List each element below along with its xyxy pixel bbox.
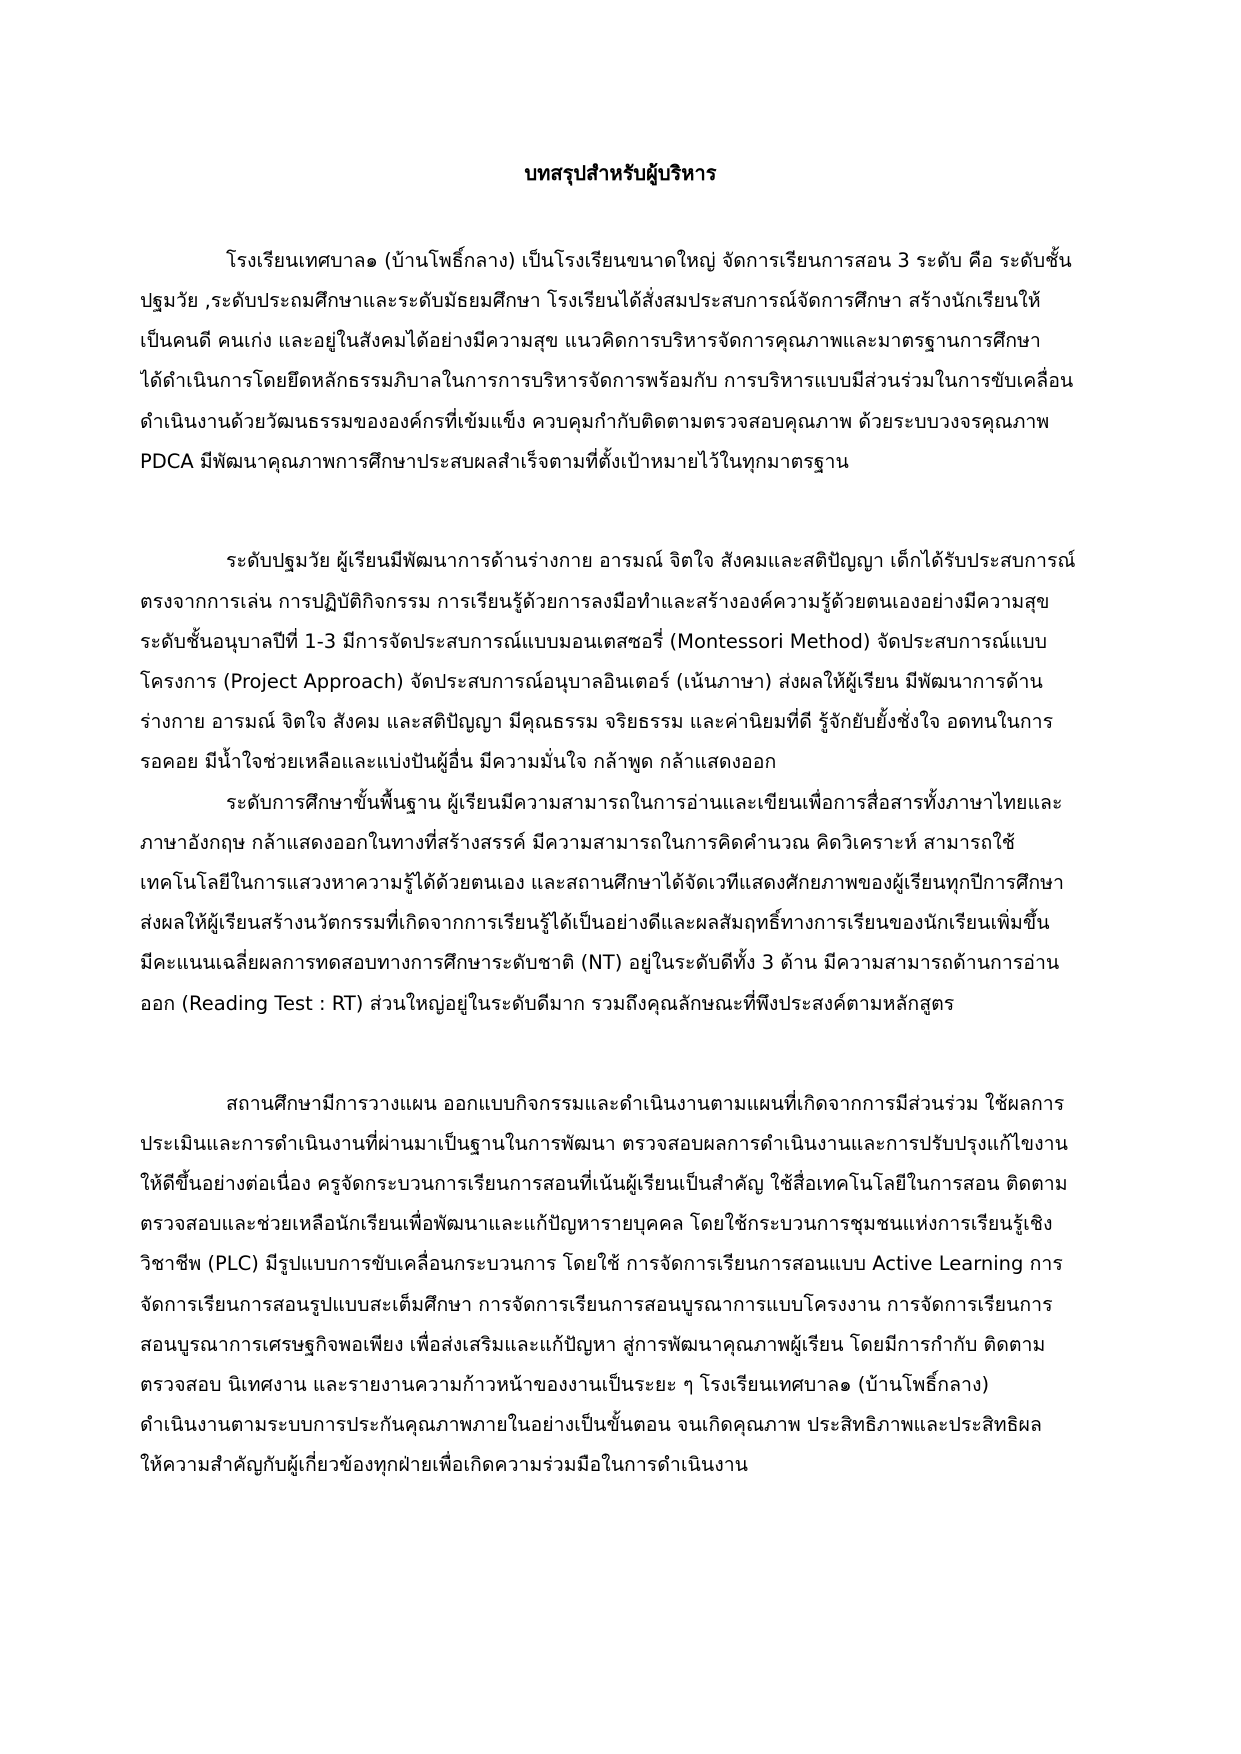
paragraph-line: จัดการเรียนการสอนรูปแบบสะเต็มศึกษา การจัดการเรียนการสอนบูรณาการแบบโครงงาน การจัดการเรียนการ [140,1293,1053,1316]
paragraph-line: ตรวจสอบและช่วยเหลือนักเรียนเพื่อพัฒนาและแก้ปัญหารายบุคคล โดยใช้กระบวนการชุมชนแห่งการเรียนรู้เชิง [140,1212,1053,1235]
paragraph-line: สถานศึกษามีการวางแผน ออกแบบกิจกรรมและดำเนินงานตามแผนที่เกิดจากการมีส่วนร่วม ใช้ผลการ [226,1092,1065,1115]
paragraph-line: มีคะแนนเฉลี่ยผลการทดสอบทางการศึกษาระดับชาติ (NT) อยู่ในระดับดีทั้ง 3 ด้าน มีความสามารถด้านการอ่าน [140,951,1060,974]
paragraph-line: ให้ความสำคัญกับผู้เกี่ยวข้องทุกฝ่ายเพื่อเกิดความร่วมมือในการดำเนินงาน [140,1453,748,1476]
paragraph-line: วิชาชีพ (PLC) มีรูปแบบการขับเคลื่อนกระบวนการ โดยใช้ การจัดการเรียนการสอนแบบ Active Learning การ [140,1252,1063,1275]
page-title: บทสรุปสำหรับผู้บริหาร [524,161,717,185]
paragraph-line: เป็นคนดี คนเก่ง และอยู่ในสังคมได้อย่างมีความสุข แนวคิดการบริหารจัดการคุณภาพและมาตรฐานการศึกษา [140,329,1041,352]
paragraph-line: ดำเนินงานตามระบบการประกันคุณภาพภายในอย่างเป็นขั้นตอน จนเกิดคุณภาพ ประสิทธิภาพและประสิทธิผล [140,1413,1042,1436]
paragraph-line: ดำเนินงานด้วยวัฒนธรรมขององค์กรที่เข้มแข็ง ควบคุมกำกับติดตามตรวจสอบคุณภาพ ด้วยระบบวงจรคุณภาพ [140,410,1050,433]
paragraph-line: ตรวจสอบ นิเทศงาน และรายงานความก้าวหน้าของงานเป็นระยะ ๆ โรงเรียนเทศบาล๑ (บ้านโพธิ์กลาง) [140,1373,990,1396]
paragraph-line: ระดับชั้นอนุบาลปีที่ 1-3 มีการจัดประสบการณ์แบบมอนเตสซอรี่ (Montessori Method) จัดประสบการณ์แบบ [140,630,1048,653]
paragraph-line: ระดับการศึกษาขั้นพื้นฐาน ผู้เรียนมีความสามารถในการอ่านและเขียนเพื่อการสื่อสารทั้งภาษาไทยและ [226,791,1063,814]
paragraph-line: ส่งผลให้ผู้เรียนสร้างนวัตกรรมที่เกิดจากการเรียนรู้ได้เป็นอย่างดีและผลสัมฤทธิ์ทางการเรียนของนักเรียนเพิ่มขึ้น [140,911,1050,934]
paragraph-line: ให้ดีขึ้นอย่างต่อเนื่อง ครูจัดกระบวนการเรียนการสอนที่เน้นผู้เรียนเป็นสำคัญ ใช้สื่อเทคโนโลยีในการสอน ติดตาม [140,1172,1068,1195]
paragraph-line: ระดับปฐมวัย ผู้เรียนมีพัฒนาการด้านร่างกาย อารมณ์ จิตใจ สังคมและสติปัญญา เด็กได้รับประสบการณ์ [226,549,1076,572]
paragraph-line: ตรงจากการเล่น การปฏิบัติกิจกรรม การเรียนรู้ด้วยการลงมือทำและสร้างองค์ความรู้ด้วยตนเองอย่างมีความสุข [140,590,1050,613]
paragraph-line: รอคอย มีน้ำใจช่วยเหลือและแบ่งปันผู้อื่น มีความมั่นใจ กล้าพูด กล้าแสดงออก [140,750,777,773]
paragraph-line: ประเมินและการดำเนินงานที่ผ่านมาเป็นฐานในการพัฒนา ตรวจสอบผลการดำเนินงานและการปรับปรุงแก้ไขงาน [140,1132,1068,1155]
paragraph-line: ภาษาอังกฤษ กล้าแสดงออกในทางที่สร้างสรรค์ มีความสามารถในการคิดคำนวณ คิดวิเคราะห์ สามารถใช้ [140,831,1016,854]
paragraph-line: PDCA มีพัฒนาคุณภาพการศึกษาประสบผลสำเร็จตามที่ตั้งเป้าหมายไว้ในทุกมาตรฐาน [140,450,849,473]
paragraph-line: สอนบูรณาการเศรษฐกิจพอเพียง เพื่อส่งเสริมและแก้ปัญหา สู่การพัฒนาคุณภาพผู้เรียน โดยมีการกำกับ ติดตาม [140,1333,1046,1356]
paragraph-line: โรงเรียนเทศบาล๑ (บ้านโพธิ์กลาง) เป็นโรงเรียนขนาดใหญ่ จัดการเรียนการสอน 3 ระดับ คือ ระดับชั้น [226,249,1072,272]
paragraph-line: ปฐมวัย ,ระดับประถมศึกษาและระดับมัธยมศึกษา โรงเรียนได้สั่งสมประสบการณ์จัดการศึกษา สร้างนักเรียนให้ [140,289,1041,312]
paragraph-line: ร่างกาย อารมณ์ จิตใจ สังคม และสติปัญญา มีคุณธรรม จริยธรรม และค่านิยมที่ดี รู้จักยับยั้งชั่งใจ อดทนในการ [140,710,1054,733]
paragraph-line: ออก (Reading Test : RT) ส่วนใหญ่อยู่ในระดับดีมาก รวมถึงคุณลักษณะที่พึงประสงค์ตามหลักสูตร [140,992,955,1015]
paragraph-line: โครงการ (Project Approach) จัดประสบการณ์อนุบาลอินเตอร์ (เน้นภาษา) ส่งผลให้ผู้เรียน มีพัฒนาการด้าน [140,670,1043,693]
paragraph-line: เทคโนโลยีในการแสวงหาความรู้ได้ด้วยตนเอง และสถานศึกษาได้จัดเวทีแสดงศักยภาพของผู้เรียนทุกปีการศึกษา [140,871,1064,894]
paragraph-line: ได้ดำเนินการโดยยึดหลักธรรมภิบาลในการการบริหารจัดการพร้อมกับ การบริหารแบบมีส่วนร่วมในการขับเคลื่อน [140,369,1074,392]
